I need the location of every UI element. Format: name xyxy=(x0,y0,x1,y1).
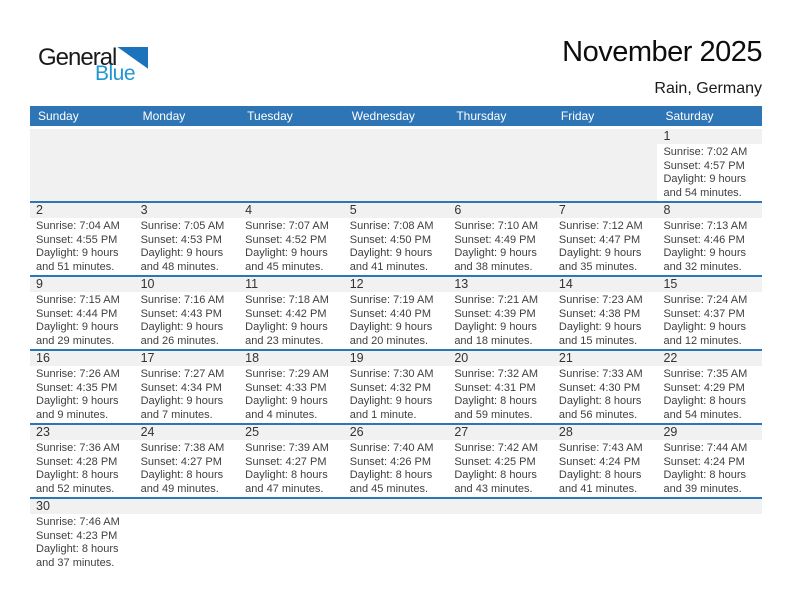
day-number xyxy=(657,499,762,514)
weekday-header-row xyxy=(30,106,762,126)
sunset-text: Sunset: 4:49 PM xyxy=(454,233,536,246)
sunrise-text: Sunrise: 7:29 AM xyxy=(245,368,329,380)
day-details xyxy=(553,440,658,496)
empty-day-cell xyxy=(135,129,240,201)
daylight-text: Daylight: 8 hours and 45 minutes. xyxy=(349,469,433,495)
sunset-text: Sunset: 4:50 PM xyxy=(349,233,432,246)
sunset-text: Sunset: 4:40 PM xyxy=(349,307,432,320)
sunrise-text: Sunrise: 7:21 AM xyxy=(454,294,539,306)
day-details xyxy=(239,292,344,348)
day-number xyxy=(135,129,240,144)
day-number: 18 xyxy=(239,351,344,366)
day-number: 11 xyxy=(239,277,344,292)
day-details xyxy=(344,292,449,348)
day-number: 19 xyxy=(344,351,449,366)
day-number: 21 xyxy=(553,351,658,366)
empty-day-cell xyxy=(135,499,240,575)
daylight-text: Daylight: 9 hours and 45 minutes. xyxy=(245,247,328,273)
day-cell xyxy=(657,351,762,423)
daylight-text: Daylight: 9 hours and 26 minutes. xyxy=(140,321,224,347)
sunset-text: Sunset: 4:23 PM xyxy=(36,529,118,542)
daylight-text: Daylight: 9 hours and 7 minutes. xyxy=(140,395,224,421)
day-number xyxy=(344,499,449,514)
day-number: 29 xyxy=(657,425,762,440)
sunset-text: Sunset: 4:39 PM xyxy=(454,307,536,320)
sunset-text: Sunset: 4:57 PM xyxy=(663,159,745,172)
day-details xyxy=(135,514,240,516)
daylight-text: Daylight: 8 hours and 39 minutes. xyxy=(663,469,747,495)
sunrise-text: Sunrise: 7:24 AM xyxy=(663,294,748,306)
day-details xyxy=(344,144,449,146)
day-details xyxy=(553,292,658,348)
sunrise-text: Sunrise: 7:39 AM xyxy=(245,442,329,454)
day-number: 16 xyxy=(30,351,135,366)
day-details xyxy=(448,366,553,422)
sunset-text: Sunset: 4:34 PM xyxy=(140,381,222,394)
day-number: 12 xyxy=(344,277,449,292)
sunset-text: Sunset: 4:38 PM xyxy=(558,307,641,320)
day-details xyxy=(553,366,658,422)
daylight-text: Daylight: 8 hours and 52 minutes. xyxy=(36,469,119,495)
daylight-text: Daylight: 9 hours and 35 minutes. xyxy=(558,247,642,273)
day-details xyxy=(30,218,135,274)
day-cell xyxy=(448,351,553,423)
day-number: 6 xyxy=(448,203,553,218)
sunset-text: Sunset: 4:26 PM xyxy=(349,455,432,468)
sunset-text: Sunset: 4:27 PM xyxy=(245,455,327,468)
logo-text-general: General xyxy=(38,44,117,71)
day-cell xyxy=(30,277,135,349)
daylight-text: Daylight: 9 hours and 48 minutes. xyxy=(140,247,224,273)
week-row xyxy=(30,129,762,203)
empty-day-cell xyxy=(448,499,553,575)
daylight-text: Daylight: 9 hours and 41 minutes. xyxy=(349,247,433,273)
daylight-text: Daylight: 8 hours and 56 minutes. xyxy=(558,395,642,421)
day-cell xyxy=(344,277,449,349)
empty-day-cell xyxy=(239,129,344,201)
daylight-text: Daylight: 8 hours and 47 minutes. xyxy=(245,469,328,495)
sunrise-text: Sunrise: 7:36 AM xyxy=(36,442,120,454)
day-cell xyxy=(344,203,449,275)
sunrise-text: Sunrise: 7:07 AM xyxy=(245,220,329,232)
day-details xyxy=(657,514,762,516)
day-number: 24 xyxy=(135,425,240,440)
empty-day-cell xyxy=(30,129,135,201)
day-details xyxy=(239,514,344,516)
day-cell xyxy=(344,425,449,497)
day-details xyxy=(448,514,553,516)
day-details xyxy=(448,144,553,146)
sunset-text: Sunset: 4:30 PM xyxy=(558,381,641,394)
sunrise-text: Sunrise: 7:16 AM xyxy=(140,294,225,306)
day-cell xyxy=(657,425,762,497)
sunrise-text: Sunrise: 7:35 AM xyxy=(663,368,748,380)
empty-day-cell xyxy=(448,129,553,201)
day-details xyxy=(657,292,762,348)
daylight-text: Daylight: 8 hours and 59 minutes. xyxy=(454,395,537,421)
day-details xyxy=(135,292,240,348)
sunset-text: Sunset: 4:47 PM xyxy=(558,233,641,246)
sunset-text: Sunset: 4:55 PM xyxy=(36,233,118,246)
week-row xyxy=(30,203,762,277)
sunrise-text: Sunrise: 7:23 AM xyxy=(558,294,643,306)
day-cell xyxy=(553,203,658,275)
day-cell xyxy=(657,277,762,349)
daylight-text: Daylight: 9 hours and 18 minutes. xyxy=(454,321,537,347)
sunset-text: Sunset: 4:33 PM xyxy=(245,381,327,394)
day-details xyxy=(135,218,240,274)
general-blue-logo xyxy=(38,46,148,84)
week-row xyxy=(30,351,762,425)
day-cell xyxy=(553,277,658,349)
day-number xyxy=(448,129,553,144)
day-cell xyxy=(239,351,344,423)
sunrise-text: Sunrise: 7:33 AM xyxy=(558,368,643,380)
day-details xyxy=(30,366,135,422)
day-number: 7 xyxy=(553,203,658,218)
day-cell xyxy=(135,277,240,349)
day-cell xyxy=(30,203,135,275)
day-cell xyxy=(30,499,135,575)
weekday-header-tuesday: Tuesday xyxy=(247,109,293,123)
day-number xyxy=(135,499,240,514)
daylight-text: Daylight: 9 hours and 1 minute. xyxy=(349,395,433,421)
sunset-text: Sunset: 4:31 PM xyxy=(454,381,536,394)
week-row xyxy=(30,425,762,499)
day-number: 28 xyxy=(553,425,658,440)
daylight-text: Daylight: 8 hours and 49 minutes. xyxy=(140,469,224,495)
sunset-text: Sunset: 4:27 PM xyxy=(140,455,222,468)
day-details xyxy=(239,218,344,274)
sunrise-text: Sunrise: 7:26 AM xyxy=(36,368,120,380)
sunrise-text: Sunrise: 7:10 AM xyxy=(454,220,539,232)
daylight-text: Daylight: 8 hours and 41 minutes. xyxy=(558,469,642,495)
day-details xyxy=(344,440,449,496)
weekday-header-monday: Monday xyxy=(142,109,186,123)
sunset-text: Sunset: 4:32 PM xyxy=(349,381,432,394)
sunset-text: Sunset: 4:29 PM xyxy=(663,381,745,394)
day-number xyxy=(239,499,344,514)
daylight-text: Daylight: 8 hours and 54 minutes. xyxy=(663,395,747,421)
daylight-text: Daylight: 9 hours and 12 minutes. xyxy=(663,321,747,347)
day-details xyxy=(30,292,135,348)
day-cell xyxy=(657,203,762,275)
day-details xyxy=(30,514,135,570)
day-number xyxy=(30,129,135,144)
day-details xyxy=(553,218,658,274)
day-details xyxy=(657,366,762,422)
day-details xyxy=(657,440,762,496)
sunset-text: Sunset: 4:43 PM xyxy=(140,307,222,320)
day-number xyxy=(344,129,449,144)
daylight-text: Daylight: 9 hours and 32 minutes. xyxy=(663,247,747,273)
day-number: 23 xyxy=(30,425,135,440)
location-subtitle: Rain, Germany xyxy=(654,80,762,97)
day-number: 15 xyxy=(657,277,762,292)
sunrise-text: Sunrise: 7:08 AM xyxy=(349,220,434,232)
sunrise-text: Sunrise: 7:38 AM xyxy=(140,442,225,454)
sunrise-text: Sunrise: 7:04 AM xyxy=(36,220,120,232)
day-details xyxy=(30,440,135,496)
day-number: 4 xyxy=(239,203,344,218)
day-cell xyxy=(344,351,449,423)
day-details xyxy=(657,218,762,274)
weekday-header-sunday: Sunday xyxy=(38,109,79,123)
day-cell xyxy=(448,425,553,497)
day-number: 5 xyxy=(344,203,449,218)
day-number: 20 xyxy=(448,351,553,366)
day-cell xyxy=(657,129,762,201)
week-row xyxy=(30,277,762,351)
sunset-text: Sunset: 4:24 PM xyxy=(663,455,745,468)
empty-day-cell xyxy=(657,499,762,575)
daylight-text: Daylight: 9 hours and 51 minutes. xyxy=(36,247,119,273)
day-details xyxy=(239,440,344,496)
day-cell xyxy=(239,203,344,275)
sunrise-text: Sunrise: 7:40 AM xyxy=(349,442,434,454)
day-number: 13 xyxy=(448,277,553,292)
sunset-text: Sunset: 4:44 PM xyxy=(36,307,118,320)
sunrise-text: Sunrise: 7:05 AM xyxy=(140,220,225,232)
page-title: November 2025 xyxy=(562,36,762,68)
sunrise-text: Sunrise: 7:46 AM xyxy=(36,516,120,528)
day-cell xyxy=(239,277,344,349)
day-number: 8 xyxy=(657,203,762,218)
daylight-text: Daylight: 9 hours and 20 minutes. xyxy=(349,321,433,347)
day-cell xyxy=(448,203,553,275)
day-number xyxy=(448,499,553,514)
empty-day-cell xyxy=(239,499,344,575)
calendar-weeks xyxy=(30,129,762,575)
empty-day-cell xyxy=(344,129,449,201)
day-details xyxy=(135,144,240,146)
day-number xyxy=(239,129,344,144)
sunrise-text: Sunrise: 7:32 AM xyxy=(454,368,539,380)
daylight-text: Daylight: 8 hours and 37 minutes. xyxy=(36,543,119,569)
sunrise-text: Sunrise: 7:12 AM xyxy=(558,220,643,232)
day-details xyxy=(239,144,344,146)
day-number xyxy=(553,499,658,514)
day-number: 25 xyxy=(239,425,344,440)
week-row xyxy=(30,499,762,575)
sunset-text: Sunset: 4:37 PM xyxy=(663,307,745,320)
day-cell xyxy=(135,351,240,423)
day-details xyxy=(344,218,449,274)
day-number: 27 xyxy=(448,425,553,440)
sunrise-text: Sunrise: 7:30 AM xyxy=(349,368,434,380)
day-cell xyxy=(30,425,135,497)
day-number: 10 xyxy=(135,277,240,292)
day-details xyxy=(344,514,449,516)
weekday-header-wednesday: Wednesday xyxy=(351,109,415,123)
sunset-text: Sunset: 4:35 PM xyxy=(36,381,118,394)
sunrise-text: Sunrise: 7:44 AM xyxy=(663,442,748,454)
day-details xyxy=(448,440,553,496)
day-number: 14 xyxy=(553,277,658,292)
sunset-text: Sunset: 4:24 PM xyxy=(558,455,641,468)
sunset-text: Sunset: 4:28 PM xyxy=(36,455,118,468)
day-cell xyxy=(553,425,658,497)
day-details xyxy=(553,144,658,146)
sunrise-text: Sunrise: 7:43 AM xyxy=(558,442,643,454)
sunrise-text: Sunrise: 7:02 AM xyxy=(663,146,748,158)
day-number: 3 xyxy=(135,203,240,218)
day-details xyxy=(135,440,240,496)
daylight-text: Daylight: 9 hours and 9 minutes. xyxy=(36,395,119,421)
logo-text-blue: Blue xyxy=(95,62,136,85)
day-number: 1 xyxy=(657,129,762,144)
sunset-text: Sunset: 4:53 PM xyxy=(140,233,222,246)
daylight-text: Daylight: 9 hours and 4 minutes. xyxy=(245,395,328,421)
daylight-text: Daylight: 9 hours and 54 minutes. xyxy=(663,173,747,199)
sunrise-text: Sunrise: 7:13 AM xyxy=(663,220,748,232)
day-cell xyxy=(135,203,240,275)
sunrise-text: Sunrise: 7:18 AM xyxy=(245,294,329,306)
day-details xyxy=(239,366,344,422)
day-number: 17 xyxy=(135,351,240,366)
daylight-text: Daylight: 9 hours and 38 minutes. xyxy=(454,247,537,273)
day-details xyxy=(657,144,762,200)
empty-day-cell xyxy=(553,129,658,201)
day-cell xyxy=(135,425,240,497)
day-details xyxy=(448,292,553,348)
day-number: 9 xyxy=(30,277,135,292)
sunset-text: Sunset: 4:25 PM xyxy=(454,455,536,468)
daylight-text: Daylight: 9 hours and 15 minutes. xyxy=(558,321,642,347)
day-cell xyxy=(553,351,658,423)
day-number xyxy=(553,129,658,144)
calendar-table xyxy=(30,106,762,575)
day-number: 2 xyxy=(30,203,135,218)
daylight-text: Daylight: 8 hours and 43 minutes. xyxy=(454,469,537,495)
day-details xyxy=(135,366,240,422)
day-cell xyxy=(30,351,135,423)
weekday-header-saturday: Saturday xyxy=(665,109,714,123)
day-number: 22 xyxy=(657,351,762,366)
day-details xyxy=(553,514,658,516)
day-cell xyxy=(239,425,344,497)
day-number: 30 xyxy=(30,499,135,514)
daylight-text: Daylight: 9 hours and 23 minutes. xyxy=(245,321,328,347)
day-details xyxy=(344,366,449,422)
day-details xyxy=(448,218,553,274)
sunrise-text: Sunrise: 7:15 AM xyxy=(36,294,120,306)
day-number: 26 xyxy=(344,425,449,440)
weekday-header-friday: Friday xyxy=(560,109,595,123)
sunset-text: Sunset: 4:52 PM xyxy=(245,233,327,246)
sunrise-text: Sunrise: 7:27 AM xyxy=(140,368,225,380)
empty-day-cell xyxy=(553,499,658,575)
sunset-text: Sunset: 4:46 PM xyxy=(663,233,745,246)
empty-day-cell xyxy=(344,499,449,575)
weekday-header-thursday: Thursday xyxy=(456,109,507,123)
day-cell xyxy=(448,277,553,349)
daylight-text: Daylight: 9 hours and 29 minutes. xyxy=(36,321,119,347)
sunrise-text: Sunrise: 7:42 AM xyxy=(454,442,539,454)
title-block xyxy=(562,36,762,98)
sunset-text: Sunset: 4:42 PM xyxy=(245,307,327,320)
sunrise-text: Sunrise: 7:19 AM xyxy=(349,294,434,306)
day-details xyxy=(30,144,135,146)
